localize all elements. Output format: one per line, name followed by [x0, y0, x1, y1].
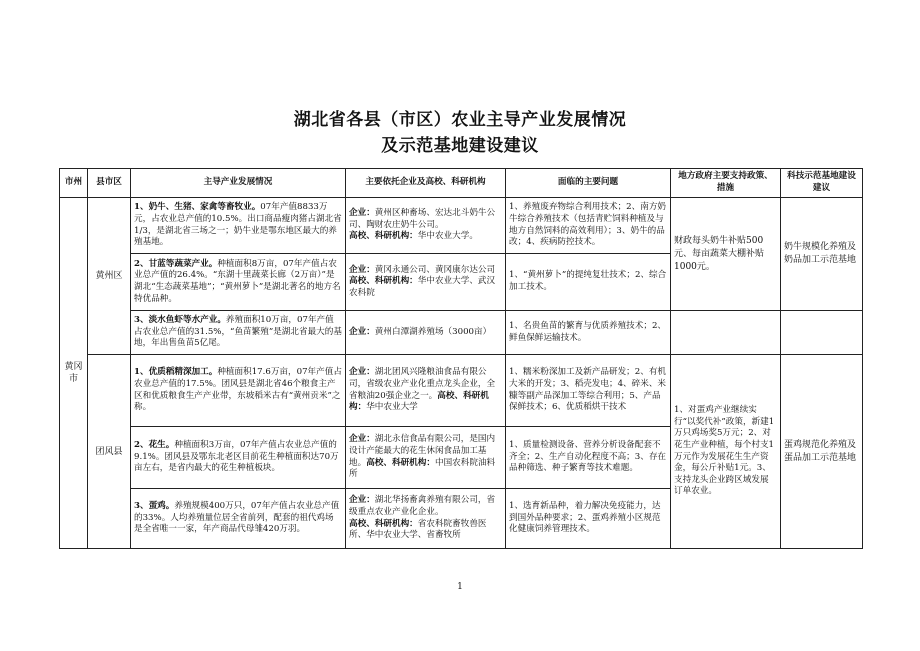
county-cell: 黄州区	[88, 198, 131, 355]
header-problems: 面临的主要问题	[506, 169, 671, 198]
research-label: 高校、科研机构：	[349, 390, 489, 413]
industry-cell	[131, 198, 346, 254]
industry-desc: 种植面积17.6万亩，07年产值占农业总产值的17.5%。团风县是湖北省46个粮食主产区和优质粮食生产产业带，东坡稻米古有“黄州贡米”之称。	[134, 367, 342, 413]
industry-cell	[131, 254, 346, 311]
industry-desc: 07年产值8833万元，占农业总产值的10.5%。出口商品瘦肉猪占湖北省1/3，是湖北省三场之一；奶牛业是鄂东地区最大的养殖基地。	[134, 202, 342, 248]
policy-cell: 1、对蛋鸡产业继续实行“以奖代补”政策，新建1万只鸡场奖5万元；2、对花生产业种植，每个村支1万元作为发展花生生产资金，每公斤补贴1元。3、支持龙头企业跨区域发展订单农业。	[671, 355, 781, 549]
header-industry: 主导产业发展情况	[131, 169, 346, 198]
enterprise-cell	[346, 489, 506, 549]
header-county: 县市区	[88, 169, 131, 198]
table-header-row	[60, 169, 863, 198]
research-text: 华中农业大学。	[417, 231, 478, 242]
enterprise-text: 湖北团风兴隆粮油食品有限公司，省级农业产业化重点龙头企业，全省粮油20强企业之一。	[349, 367, 496, 401]
table-row	[60, 311, 863, 355]
industry-desc: 养殖规模400万只，07年产值占农业总产值的33%。人均养殖量位居全省前列，配套的祖代鸡场是全省唯一一家，年产商品代母雏420万羽。	[134, 501, 340, 535]
industry-name: 3、蛋鸡。	[134, 501, 175, 512]
page-number: 1	[457, 582, 463, 592]
problems-cell: 1、名贵鱼苗的繁育与优质养殖技术；2、鲜鱼保鲜运输技术。	[506, 311, 671, 355]
research-text: 省农科院畜牧兽医所、华中农业大学、省畜牧所	[349, 518, 487, 541]
industry-name: 2、花生。	[134, 440, 175, 451]
research-text: 华中农业大学、武汉农科院	[349, 276, 496, 298]
industry-name: 1、奶牛、生猪、家禽等畜牧业。	[134, 202, 261, 213]
enterprise-label: 企业：	[349, 434, 375, 445]
header-base: 科技示范基地建设建议	[781, 169, 863, 198]
enterprise-cell	[346, 427, 506, 489]
industry-desc: 种植面积3万亩，07年产值占农业总产值的9.1%。团风县及鄂东北老区目前花生种植面积达70万亩左右，是省内最大的花生种植板块。	[134, 440, 339, 474]
industry-cell	[131, 427, 346, 489]
header-city: 市州	[60, 169, 88, 198]
research-label: 高校、科研机构：	[366, 457, 435, 468]
county-cell: 团风县	[88, 355, 131, 549]
header-enterprise: 主要依托企业及高校、科研机构	[346, 169, 506, 198]
enterprise-text: 黄州白潭湖养殖场（3000亩）	[374, 326, 492, 337]
enterprise-label: 企业：	[349, 367, 375, 378]
enterprise-cell	[346, 355, 506, 427]
enterprise-cell	[346, 198, 506, 254]
research-text: 华中农业大学	[366, 402, 418, 413]
table-row	[60, 198, 863, 254]
base-cell: 蛋鸡规范化养殖及蛋品加工示范基地	[781, 355, 863, 549]
table-row	[60, 355, 863, 427]
policy-cell: 财政每头奶牛补贴500元、每亩蔬菜大棚补贴1000元。	[671, 198, 781, 311]
page-subtitle: 及示范基地建设建议	[381, 136, 539, 156]
problems-cell: 1、“黄州萝卜”的提纯复壮技术；2、综合加工技术。	[506, 254, 671, 311]
industry-desc: 养殖面积10万亩，07年产值占农业总产值的31.5%，“鱼苗繁殖”是湖北省最大的基地，年出售鱼苗5亿尾。	[134, 315, 342, 349]
industry-name: 1、优质稻精深加工。	[134, 367, 218, 378]
city-cell: 黄冈市	[60, 198, 88, 549]
problems-cell: 1、选育新品种，着力解决免疫能力，达到国外品种要求；2、蛋鸡养殖小区规范化健康饲养管理技术。	[506, 489, 671, 549]
enterprise-cell	[346, 311, 506, 355]
industry-desc: 种植面积8万亩，07年产值占农业总产值的26.4%。“东湖十里蔬菜长廊（2万亩）”是湖北“生态蔬菜基地”；“黄州萝卜”是湖北著名的地方名特优品种。	[134, 258, 341, 304]
problems-cell: 1、糯米粉深加工及新产品研发；2、有机大米的开发；3、稻壳发电；4、碎米、米糠等副产品深加工等综合利用；5、产品保鲜技术；6、优质稻烘干技术	[506, 355, 671, 427]
industry-cell	[131, 489, 346, 549]
research-label: 高校、科研机构：	[349, 518, 418, 529]
enterprise-cell	[346, 254, 506, 311]
enterprise-text: 黄州区种畜场、宏达北斗奶牛公司、陶财农庄奶牛公司。	[349, 208, 496, 230]
enterprise-label: 企业：	[349, 264, 375, 275]
header-policy: 地方政府主要支持政策、措施	[671, 169, 781, 198]
page-title: 湖北省各县（市区）农业主导产业发展情况	[293, 110, 627, 130]
industry-table	[59, 168, 863, 549]
enterprise-label: 企业：	[349, 495, 375, 506]
industry-cell	[131, 355, 346, 427]
enterprise-text: 湖北永信食品有限公司，是国内设计产能最大的花生休闲食品加工基地。	[349, 434, 496, 468]
enterprise-label: 企业：	[349, 208, 375, 219]
problems-cell: 1、质量检测设备、营养分析设备配套不齐全；2、生产自动化程度不高；3、存在品种筛选、种子繁育等技术难题。	[506, 427, 671, 489]
problems-cell: 1、养殖废弃物综合利用技术；2、南方奶牛综合养殖技术（包括青贮饲料种植及与地方自然饲料的高效利用）；3、奶牛的品改；4、疾病防控技术。	[506, 198, 671, 254]
research-label: 高校、科研机构：	[349, 276, 418, 287]
industry-name: 2、甘蓝等蔬菜产业。	[134, 258, 218, 269]
research-label: 高校、科研机构：	[349, 231, 418, 242]
base-cell: 奶牛规模化养殖及奶品加工示范基地	[781, 198, 863, 311]
enterprise-text: 湖北华扬畜禽养殖有限公司，省级重点农业产业化企业。	[349, 495, 496, 517]
policy-cell-empty	[671, 311, 781, 355]
base-cell-empty	[781, 311, 863, 355]
enterprise-label: 企业：	[349, 326, 375, 337]
research-text: 中国农科院油料所	[349, 457, 496, 480]
industry-cell	[131, 311, 346, 355]
enterprise-text: 黄冈永通公司、黄冈康尔达公司	[374, 264, 496, 275]
industry-name: 3、淡水鱼虾等水产业。	[134, 315, 226, 326]
